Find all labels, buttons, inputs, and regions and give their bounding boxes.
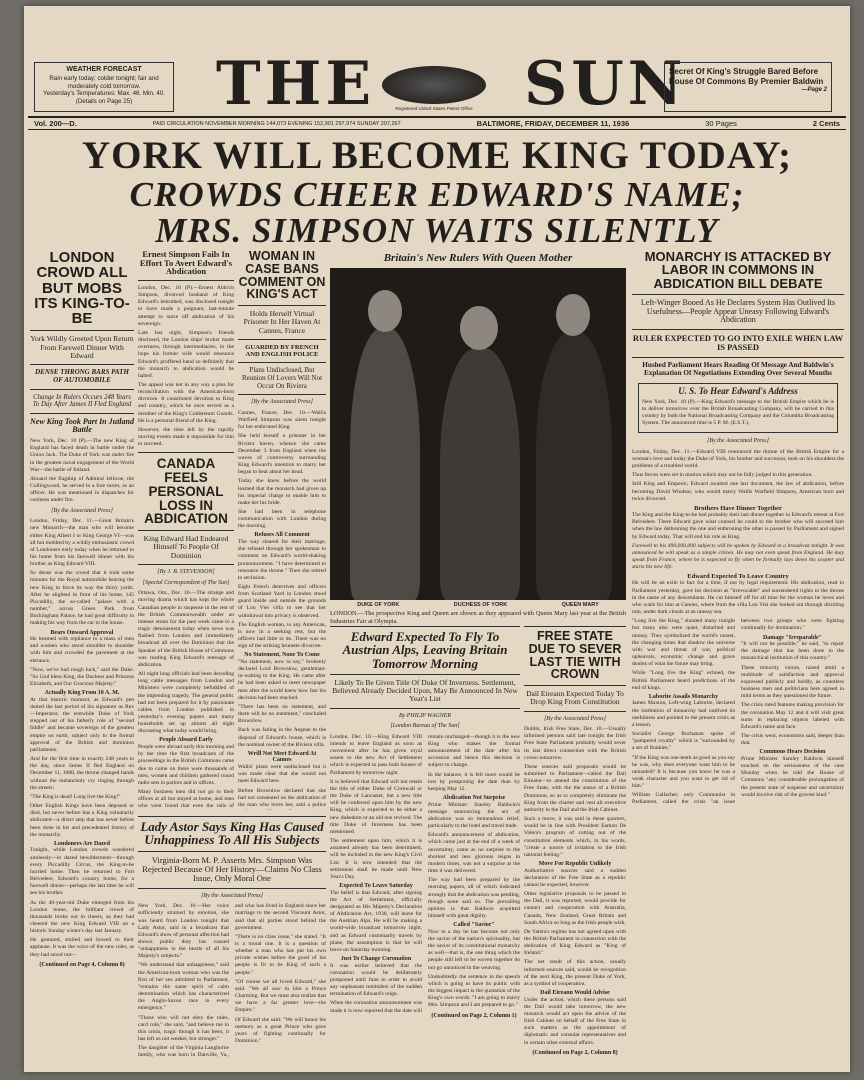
weather-temps: Yesterday's Temperatures: Max. 46. Min. 40. bbox=[43, 90, 165, 98]
price: 2 Cents bbox=[812, 119, 840, 128]
col2-paragraph: People were abroad early this morning and by the time the first broadcasts of the proceedings in the British Commons came due to come on there were thousands of men, women and children gathered round radio sets in parlors and in offices. bbox=[138, 744, 234, 786]
column-3-story bbox=[238, 250, 326, 810]
astor-headline: Lady Astor Says King Has Caused Unhappiness To All His Subjects bbox=[140, 819, 324, 848]
col45-byline: By PHILIP WAGNER bbox=[398, 712, 452, 719]
col1-deck-2: DENSE THRONG BARS PATH OF AUTOMOBILE bbox=[35, 368, 129, 384]
col3-paragraph: She had been in telephone communication with London during the morning. bbox=[238, 509, 326, 530]
col3-paragraph: The way cleared for their marriage, she refused through her spokesman to comment on Edward's world-shaking pronouncement. "I have determined to renounce the throne." Then she retired to seclusion. bbox=[238, 539, 326, 581]
col2-paragraph: Ottawa, Ont., Dec. 10.—The strange and moving drama which has kept the whole Canadian people in suspense in the rest of the British Commonwealth under an intense strain for the past week came to a tragic denouement today when news was flashed from London and immediately broadcast all over the Dominion that the Speaker of the British House of Commons was reading King Edward's message of abdication. bbox=[138, 590, 234, 668]
col2-byline: [By J. B. STEVENSON] bbox=[157, 568, 215, 575]
col3-paragraph: The English woman, to any American, is now in a seeking rest, but the officers had little to do. There was no sign of the striking brunette divorcee. bbox=[238, 621, 326, 650]
col7-subhead: Edward Expected To Leave Country bbox=[687, 573, 789, 581]
col7-paragraph: "Long live the King," shouted many tonight but many also were quiet, disturbed and uneasy. They symbolized the world's unrest, the changing times that shadow the universe with war and threat of war, political upheavals, economic change and grave doubts of what the future may bring. bbox=[632, 618, 735, 668]
col7-subhead: Laborite Assails Monarchy bbox=[648, 693, 719, 700]
masthead-seal-icon bbox=[382, 66, 486, 104]
col7-paragraph: Farewell to his 490,000,000 subjects will be spoken by Edward in a broadcast tonight. It was announced he will speak as a simple citizen. He may not even speak from England. He may speak from France, where he is expected to fly when he formally lays down his scepter and starts his new life. bbox=[632, 542, 844, 571]
col45-paragraph: Edward's announcement of abdication, which came just at the end of a week of uncertainty, came as no surprise to the shortest and less glorious reigns in modern times, was not a surprise at the time it was delivered. bbox=[428, 832, 520, 875]
col2-byline-2: [Special Correspondent of The Sun] bbox=[142, 579, 230, 586]
col3-deck-2: GUARDED BY FRENCH AND ENGLISH POLICE bbox=[245, 343, 319, 358]
col45-paragraph: The belief is that Edward, after signing the Act of Settlement, officially designated as His Majesty's Declaration of Abdication Act, 1936, will leave for the Austrian Alps. He will be making a world-wide broadcast tomorrow night, and as Edward customarily travels by plane, the assumption is that he will leave on Saturday morning. bbox=[330, 889, 422, 953]
col2-paragraph: However, the time left by the rapidly moving events made it impossible for him to succeed. bbox=[138, 426, 234, 448]
banner-line-1: YORK WILL BECOME KING TODAY; bbox=[82, 134, 792, 177]
col45-paragraph: In the balance, it is felt more would be lost by postponing the date than by keeping May 12. bbox=[428, 771, 520, 792]
col6-headline: FREE STATE DUE TO SEVER LAST TIE WITH CROWN bbox=[528, 629, 622, 682]
col45-paragraph: Prime Minister Stanley Baldwin's message announcing the act of abdication was so tremendous relief, particularly to the hotel and travel trade. bbox=[428, 801, 520, 830]
col45-paragraph: It was earlier believed that the coronation would be deliberately postponed until June in order to avoid any unpleasant reminders of the sudden termination of Edward's reign. bbox=[330, 962, 422, 998]
weather-forecast-box bbox=[34, 62, 174, 112]
col1-subhead: Bears Onward Approval bbox=[50, 629, 114, 636]
us-address-box bbox=[638, 383, 838, 434]
col1-byline: [By the Associated Press] bbox=[51, 507, 113, 514]
col1-paragraph: He gestured, smiled and bowed to their applause. It was the voice of the new ruler, as they had stood out— bbox=[30, 937, 134, 958]
col7-subhead: Brothers Have Dinner Together bbox=[694, 504, 782, 512]
col45-deck: Likely To Be Given Title Of Duke Of Inverness. Settlement, Believed Already Decided Upon, May Be Announced In New Year's List bbox=[332, 677, 518, 704]
col1-paragraph: As the 40-year-old Duke emerged from his London home, the brilliant crowd of thousands broke out in cheers, as they had cheered the new King Edward VIII on a historic Sunday winter's day last January. bbox=[30, 899, 134, 935]
col2-deck: King Edward Had Endeared Himself To People Of Dominion bbox=[143, 534, 229, 560]
photo-caption: LONDON.—The prospective King and Queen are shown as they appeared with Queen Mary last year at the British Industries Fair at Olympia. bbox=[330, 610, 626, 625]
col1-subhead: Actually King From 10 A. M. bbox=[44, 690, 120, 697]
free-state-story bbox=[524, 626, 626, 1070]
col1-paragraph: Other English Kings have been deposed or died, but never before has a King voluntarily abdicated—a direct step that has never before been done in his and precedented history of the monarchy. bbox=[30, 803, 134, 838]
col3-paragraph: She held herself a prisoner in her Riviera haven, whence she came December 3 from England when the waves of controversy surrounding King Edward's intention to marry her began to beat about her head. bbox=[238, 433, 326, 476]
col3-paragraph: Back was fading in the Aegean to the disposal of Edward's house, which is the nominal owner of the Riviera villa. bbox=[238, 727, 326, 748]
col6-continued: (Continued on Page 2, Column 8) bbox=[532, 1049, 618, 1056]
col3-byline: [By the Associated Press] bbox=[251, 399, 313, 406]
col1-paragraph: New York, Dec. 10 (P).—The new King of England has faced death in battle under the Union Jack. The Duke of York was under fire in the greatest naval engagement of the World War—the battle of Jutland. bbox=[30, 438, 134, 473]
col45-subhead: Just To Change Coronation bbox=[340, 955, 412, 962]
col6-paragraph: The net result of this action, usually informed sources said, would be recognition of the next King, the present Duke of York, as a symbol of cooperation. bbox=[524, 959, 626, 987]
col7-deck-3: Hushed Parliament Hears Reading Of Message And Baldwin's Explanation Of Negotiations Extending Over Several Months bbox=[642, 360, 834, 377]
astor-deck: Virginia-Born M. P. Asserts Mrs. Simpson Was Rejected Because Of Her History—Claims No Class Issue, Only Moral One bbox=[142, 854, 322, 884]
dateline-bar bbox=[28, 116, 846, 130]
astor-paragraph: "There is no class issue," she stated. "It is a moral one. It is a question of whether a man who has put his own private wishes before the good of his people is fit to be King of such a people." bbox=[235, 933, 326, 976]
col1-paragraph: "The King is dead! Long live the King!" bbox=[30, 793, 121, 800]
circulation-label: PAID CIRCULATION NOVEMBER bbox=[152, 120, 237, 127]
col45-byline-2: [London Bureau of The Sun] bbox=[390, 723, 460, 730]
col6-paragraph: Dublin, Irish Free State, Dec. 10.—Usually informed persons said late tonight the Irish Free State Parliament probably would sever its last direct connection with the British crown tomorrow. bbox=[524, 726, 626, 761]
col3-subhead: Wrill Not Meet Edward At Cannes bbox=[247, 750, 317, 764]
col1-continued: (Continued on Page 4, Column 8) bbox=[39, 961, 125, 968]
royal-family-photo bbox=[330, 268, 626, 600]
col3-paragraph: Eight French detectives and officers from Scotland Yard in London stood guard inside and outside the grounds of Lou Viei villa to see that her withdrawal into privacy is observed. bbox=[238, 584, 326, 619]
col7-paragraph: The King and the King-to-be had probably their last dinner together in Edward's retreat at Fort Belvedere. There Edward gave what counsel he could to the brother who will succeed him when the law dethroning the one and enthroning the other is passed by Parliament and signed by Edward today. That will end his role as King. bbox=[632, 512, 844, 540]
queen-figure-icon bbox=[536, 332, 612, 600]
page-count: 30 Pages bbox=[705, 119, 737, 128]
duchess-face-icon bbox=[460, 306, 498, 350]
col3-subhead: Refuses All Comment bbox=[254, 532, 310, 539]
col7-paragraph: While "Long live the King" echoed, the British Parliament heard predictions of the end of kings. bbox=[632, 670, 735, 691]
col7-paragraph: Socialist George Buchanan spoke of "pampered royalty" which is "surrounded by a set of flunkies." bbox=[632, 731, 735, 752]
col7-subhead: Commons Hears Decision bbox=[759, 749, 826, 756]
col1-sub-headline: New King Took Part In Jutland Battle bbox=[30, 416, 134, 435]
col2-paragraph: Late last night, Simpson's friends disclosed, the London ships' broker made overtures, through intermediaries, in the hope his former wife would renounce Edward's proffered hand so definitely that the monarch to abdication would be halted. bbox=[138, 329, 234, 379]
col6-paragraph: These sources said proposals would be submitted to Parliament—called the Dail Eireann—to amend the constitution of the Free State, with the the status of a British Dominion, so as to completely eliminate the King from the charter and vest all executive authority in the Dail and the Irish Cabinet. bbox=[524, 763, 626, 813]
col1-subhead: Londoners Are Dazed bbox=[54, 840, 110, 847]
col45-paragraph: The settlement upon him, which it is assumed already has been determined, will be included in the new King's Civil List. It is now intended that the settlement shall be made until New Year's Day. bbox=[330, 838, 422, 880]
weather-text: Rain early today; colder tonight; fair and moderately cold tomorrow. bbox=[49, 74, 159, 90]
col45-continued: (Continued on Page 2, Column 1) bbox=[431, 1012, 517, 1019]
col2-paragraph: London, Dec. 10 (P).—Ernest Aldrich Simpson, divorced husband of King Edward's betrothed, was disclosed tonight to have made a poignant, last-minute attempt to stave off abdication of his sovereign. bbox=[138, 284, 234, 327]
col7-paragraph: London, Friday, Dec. 11.—Edward VIII renounced the throne of the British Empire for a woman's love and today the Duke of York, his brother and successor, took on his shoulders the problems of a troubled world. bbox=[632, 448, 844, 470]
us-address-text: New York, Dec. 10 (P).—King Edward's message to the British Empire which he is to deliver tomorrow over the British Broadcasting Company, will be carried in this country by both the National Broadcasting Company and the Columbia Broadcasting System. The announced time is 5 P. M. (E.S.T.). bbox=[642, 398, 834, 427]
col45-paragraph: When the coronation announcement was made it is now reported that the date will remain unchanged—though it is the new King who makes the formal announcement of the date after his accession and hence this decision is subject to change. bbox=[330, 733, 520, 1014]
col2-headline-2: CANADA FEELS PERSONAL LOSS IN ABDICATION bbox=[144, 456, 228, 527]
col1-deck-3: Change In Rulers Occurs 248 Years To Day After James II Fled England bbox=[32, 393, 132, 409]
col45-subhead: Called "Savior" bbox=[453, 922, 495, 929]
col45-paragraph: Now in a day he has become not only the savior of the nation's spirituality, but the savior of its constitutional monarchy as well—that is, the one thing which the people still left to be woven together do not go unnoticed in the weaving. bbox=[428, 928, 520, 971]
col3-subhead: No Statement, None To Come bbox=[244, 652, 320, 659]
astor-byline: [By the Associated Press] bbox=[201, 892, 263, 899]
col1-paragraph: Aboard the flagship of Admiral Jellicoe, the Collingwood, he served in a fore turret, as an officer. He was mentioned in dispatches for coolness under fire. bbox=[30, 475, 134, 504]
circulation-morning: MORNING 144,073 bbox=[238, 120, 287, 127]
masthead-sun: SUN bbox=[524, 49, 687, 119]
duke-figure-icon bbox=[350, 328, 420, 600]
col3-paragraph: "No statement, now to say," brokenly declared Lord Brownlow, gentleman-in-waiting to the King. He came after he had been asked to meet newspaper men after the world knew how fast his decision had been reached. bbox=[238, 659, 326, 701]
astor-paragraph: "We understand that unhappiness," said the American-born woman who was the first of her sex admitted to Parliament, "remains the same spirit of calm determination which has characterized the Anglo-Saxon race in every emergency." bbox=[138, 962, 229, 1012]
col2-headline: Ernest Simpson Fails In Effort To Avert Edward's Abdication bbox=[139, 250, 233, 277]
col3-paragraph: Cannes, France, Dec. 10.—Wallis Warfield Simpson was silent tonight for her enthroned King. bbox=[238, 409, 326, 431]
col45-subhead: Expected To Leave Saturday bbox=[339, 882, 413, 889]
photo-name-labels bbox=[330, 602, 626, 608]
col3-paragraph: "There has been no statement, and there will be no statement," concluded Brownlow. bbox=[238, 703, 326, 725]
astor-paragraph: The daughter of the Virginia Langhorne family, who was born in Danville, Va., and who has lived in England since her marriage to the second Viscount Astor, said that all parties stood behind the government. bbox=[138, 903, 326, 1059]
col7-headline: MONARCHY IS ATTACKED BY LABOR IN COMMONS IN ABDICATION BILL DEBATE bbox=[644, 250, 832, 291]
col1-paragraph: So dense was the crowd that it took some minutes for the Royal automobile bearing the new King to force its way the thirty yards. After he alighted in front of his home, 145 Piccadilly, the so-called "palace with a number," across Green Park from Buckingham Palace, he had great difficulty in making his way from the car to the house. bbox=[30, 570, 134, 627]
astor-paragraph: "Those who will not obey the rules, can't rule," she said, "and believe me in this crisis, tragic though it has been, it has left us not weaker, but stronger." bbox=[138, 1014, 229, 1043]
queen-face-icon bbox=[556, 294, 590, 336]
col7-paragraph: "It will not be possible," he said, "to repair the damage that has been done to the monarchical institution of this country." bbox=[741, 641, 844, 662]
col7-paragraph: Still King and Emperor, Edward awaited one last document, the law of abdication, before becoming David Windsor, who would marry Wallis Warfield Simpson, American born and twice divorced. bbox=[632, 481, 844, 502]
col3-deck: Holds Herself Virtual Prisoner In Her Haven At Cannes, France bbox=[243, 309, 321, 335]
banner-line-3: MRS. SIMPSON WAITS SILENTLY bbox=[155, 211, 719, 250]
astor-paragraph: New York, Dec. 10.—Her voice sufficiently strained by emotion, she was heard from London tonight that Lady Astor, said in a broadcast that Edward's show of personal affection had shown public duty has caused "unhappiness in the hearts of all his Majesty's subjects." bbox=[138, 903, 229, 960]
city-date: BALTIMORE, FRIDAY, DECEMBER 11, 1936 bbox=[476, 119, 630, 128]
col3-headline: WOMAN IN CASE BANS COMMENT ON KING'S ACT bbox=[238, 250, 326, 302]
monarchy-attacked-story bbox=[632, 250, 844, 1065]
duke-face-icon bbox=[368, 290, 402, 332]
col7-byline: [By the Associated Press] bbox=[707, 438, 769, 445]
col1-paragraph: And for the first time in exactly 248 years to the day, since James II fled England on December 11, 1688, the throne changed hands without the melancholy cry ringing through the streets: bbox=[30, 756, 134, 791]
col7-paragraph: "If the King was one-tenth as good as you say he was, why does everyone want him to be unloaded? It is because you know he was a weak character and you want to get rid of him." bbox=[632, 754, 735, 790]
col7-paragraph: He will be an exile in fact for a time, if not by legal requirement. His abdication, read in Parliament yesterday, gave his decision as "irrevocable" and surrendered rights to the throne in the name of any descendants. He cut himself off for all time for the woman he loves and who waits for him at Cannes, where from the villa Lou Viei she looked out through drizzling rain, under dark clouds at an uneasy sea. bbox=[632, 580, 844, 616]
col1-paragraph: "Now, we've had rough luck," said the Duke. "So God bless King, the Duchess and Princess Elizabeth, and Our Gracious Majesty." bbox=[30, 666, 134, 688]
newspaper-page bbox=[24, 6, 850, 1072]
circulation-evening: EVENING 152,901 bbox=[287, 120, 334, 127]
lady-astor-story bbox=[138, 816, 326, 1070]
col1-headline: LONDON CROWD ALL BUT MOBS ITS KING-TO-BE bbox=[34, 250, 130, 328]
photo-name: QUEEN MARY bbox=[561, 602, 599, 608]
circulation-total: 297,974 bbox=[335, 120, 356, 127]
duchess-figure-icon bbox=[440, 348, 520, 600]
us-address-title: U. S. To Hear Edward's Address bbox=[678, 385, 798, 396]
ear-box-text: Secret Of King's Struggle Bared Before House Of Commons By Premier Baldwin bbox=[669, 67, 824, 86]
col3-paragraph: Wallis' plans were undisclosed but it was made clear that she would not meet Edward here. bbox=[238, 764, 326, 785]
col1-paragraph: Tonight, while London crowds wandered aimlessly—in dazed bewilderment—through every Piccadilly Circus, the King-to-be hurried home. Then he returned to Fort Belvedere, Edward's country home, for a farewell dinner—perhaps the last time he will see his brother. bbox=[30, 847, 134, 897]
col7-deck: Left-Winger Booed As He Declares System Has Outlived Its Usefulness—People Appear Uneasy Following Edward's Abdication bbox=[640, 297, 836, 325]
col6-subhead: Move For Republic Unlikely bbox=[538, 860, 612, 867]
col45-paragraph: The way had been prepared by the morning papers, all of which indicated strongly that the abdication was pending, though none said so. The prevailing opinion is that Baldwin acquitted himself with great dignity. bbox=[428, 877, 520, 920]
col7-paragraph: These minority voices, raised amid a multitude of satisfaction and approval expressed publicly and boldly, as countless business men and politicians here agreed in mild terms as they questioned the future. bbox=[741, 664, 844, 700]
ear-box-right bbox=[664, 62, 832, 112]
col45-paragraph: Undoubtedly the sentence in the speech which is going to have its public with the biggest impact is the quotation of the King's own words: "I am going to marry Mrs. Simpson and I am prepared to go." bbox=[428, 973, 520, 1009]
col1-paragraph: At that historic moment, as Edward's pen dotted the last period of his signature as Rex—Imperator, the erstwhile Duke of York stepped out of his fatherly role of "second fiddle" and became sovereign of the greatest empire on earth, subject only to the formal approval of the British and dominion parliaments. bbox=[30, 696, 134, 753]
circulation-sunday: SUNDAY 207,267 bbox=[356, 120, 401, 127]
astor-paragraph: "Of course we all loved Edward," she said. "We all saw in him a Prince Charming. But we must also realize that we have a far greater love—the Empire." bbox=[235, 978, 326, 1014]
weather-details: (Details on Page 25) bbox=[75, 98, 133, 105]
weather-title: WEATHER FORECAST bbox=[66, 66, 142, 73]
photo-title: Britain's New Rulers With Queen Mother bbox=[383, 252, 573, 264]
col7-subhead: Damage "Irreparable" bbox=[762, 634, 823, 641]
col2-subhead: People Aboard Early bbox=[159, 737, 213, 744]
col45-paragraph: It is believed that Edward will not retain the title of either Duke of Cornwall or the Duke of Lancaster, but a new title will be conferred upon him by the new King, which is expected to be either a new dukedom or an old one revived. The title Duke of Inverness has been mentioned. bbox=[330, 778, 422, 835]
volume-number: Vol. 200—D. bbox=[34, 119, 77, 128]
col6-paragraph: Under the action, which these persons said the Dail would take tomorrow, the new monarch would act upon the advice of the Irish Cabinet on behalf of the Free State in such matters as the appointment of diplomatic and consular representatives and in certain other external affairs. bbox=[524, 996, 626, 1046]
banner-line-2: CROWDS CHEER EDWARD'S NAME; bbox=[129, 175, 745, 214]
ear-box-page: —Page 2 bbox=[801, 87, 827, 93]
photo-name: DUKE OF YORK bbox=[357, 602, 400, 608]
col7-paragraph: The crisis rated features making provision for the coronation May 12 and it will visit great sums in replacing objects labeled with Edward's name and face. bbox=[741, 702, 844, 730]
col2-paragraph: Many business men did not go to their offices at all but stayed at home, and men who went found that even the rails of bbox=[138, 788, 234, 810]
column-2-story bbox=[138, 250, 234, 810]
col45-subhead: Abdication Not Surprise bbox=[442, 795, 506, 802]
col2-paragraph: All night long officials had been decoding long cable messages from London and Ministers were completely befuddled of the impending tragedy. The general public had not been prepared for it by passionate cables from London published in yesterday's evening papers and many households set up almost all night discussing what today would bring. bbox=[138, 671, 234, 735]
col7-paragraph: The crisis went, economists said, deeper than that. bbox=[741, 733, 844, 747]
col7-deck-2: RULER EXPECTED TO GO INTO EXILE WHEN LAW IS PASSED bbox=[632, 333, 844, 353]
photo-name: DUCHESS OF YORK bbox=[453, 602, 508, 608]
col6-subhead: Dail Eireann Would Advise bbox=[540, 990, 610, 997]
col3-deck-3: Plans Undisclosed, But Reunion Of Lovers Will Not Occur On Riviera bbox=[241, 366, 323, 390]
col45-paragraph: London, Dec. 10.—King Edward VIII intends to leave England as soon as convenient after he has given royal assent to the new Act of Settlement which is expected to pass both houses of Parliament by tomorrow night. bbox=[330, 733, 422, 776]
col3-paragraph: Today she knew before the world learned that the monarch had given up his imperial charge to enable him to make her his bride. bbox=[238, 478, 326, 506]
masthead-the: THE bbox=[216, 49, 376, 119]
col1-deck: York Wildly Greeted Upon Return From Farewell Dinner With Edward bbox=[30, 334, 134, 360]
col6-paragraph: Other legislative proposals to be passed in the Dail, it was reported, would provide for contact and cooperation with Australia, Canada, New Zealand, Great Britain and South Africa so long as the Irish people wish. bbox=[524, 891, 626, 926]
col45-headline: Edward Expected To Fly To Austrian Alps, Leaving Britain Tomorrow Morning bbox=[342, 629, 508, 671]
col6-deck: Dail Eireann Expected Today To Drop King From Constitution bbox=[526, 689, 624, 707]
col6-paragraph: De Valera's regime has not agreed upon with the British Parliament in connection with the abdication of King Edward as "King of Ireland." bbox=[524, 928, 626, 957]
col7-paragraph: Prime Minister Stanley Baldwin himself touched on the seriousness of the case Monday when he told the House of Commons "any considerable prolongation of the present state of suspense and uncertainty would involve risk of the gravest kind." bbox=[741, 755, 844, 798]
col1-paragraph: He beamed with repliance to a mass of men and women who stood shoulder to shoulder with him and crowded the pavement at the entrance. bbox=[30, 636, 134, 664]
col3-paragraph: Before Brownlow declared that she had not consented on the abdication of the man who loves her, said a police bbox=[238, 787, 326, 808]
col6-byline: [By the Associated Press] bbox=[544, 715, 606, 722]
col6-paragraph: Authoritative sources said a sudden declaration of the Free State as a republic cannot be expected, however. bbox=[524, 867, 626, 888]
astor-paragraph: Of Edward she said: "We will honor his memory as a great Prince who gave years of fighting continually for Dominion." bbox=[235, 1016, 326, 1045]
col2-paragraph: The appeal was not in any way a plea for reconciliation with the American-born divorcee. It constituted devotion to King and country, which he once served as a member of the King's Coldstream Guards. He is a personal friend of the King. bbox=[138, 382, 234, 424]
col1-paragraph: London, Friday, Dec. 11.—Great Britain's new Monarch—the man who will become either King Albert I or King George VI—was all but mobbed by a wildly enthusiastic crowd of Londoners early today when he returned to his home from his farewell dinner with his brother as King Edward VIII. bbox=[30, 518, 134, 568]
col7-paragraph: Thus forces were set in motion which may not be fully judged in this generation. bbox=[632, 472, 813, 479]
col7-paragraph: James Maxton, Left-wing Laborite, declared the institution of monarchy had outlived its usefulness and pointed to the present crisis as a lesson. bbox=[632, 700, 735, 728]
edward-expected-story bbox=[330, 626, 520, 1070]
seal-caption: Registered United States Patent Office bbox=[395, 106, 473, 111]
column-1-story bbox=[30, 250, 134, 1065]
col7-paragraph: William Gallacher, only Communist in Parliament, called the crisis "an issue between two groups who were fighting continually for domination." bbox=[632, 618, 844, 806]
col6-paragraph: Such a move, it was said in these quarters, would be in line with President Eamon De Valera's program of cutting out of the constitution elements which, in his words, "create a source of irritation to the Irish national feeling." bbox=[524, 816, 626, 858]
